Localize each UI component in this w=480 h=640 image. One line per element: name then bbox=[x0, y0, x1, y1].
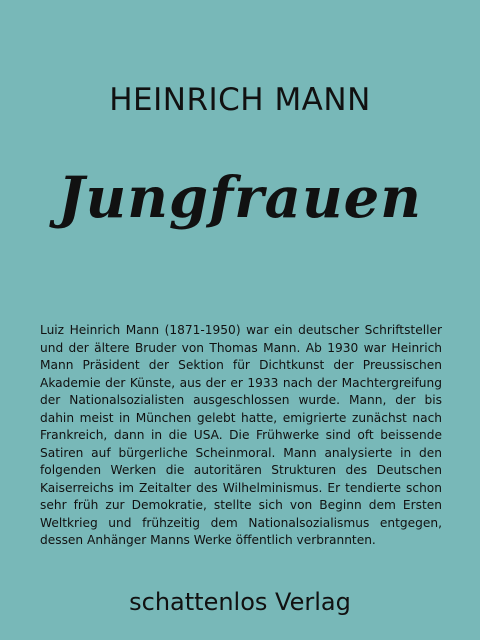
book-title: Jungfrauen bbox=[57, 165, 423, 231]
author-biography-blurb: Luiz Heinrich Mann (1871-1950) war ein deutscher Schriftsteller und der ältere Bruder von Thomas Mann. Ab 1930 war Heinrich Mann Präsident der Sektion für Dichtkunst der Preussischen Akademie der Künste, aus der er 1933 nach der Machtergreifung der Nationalsozialisten ausgeschlossen wurde. Mann, der bis dahin meist in München gelebt hatte, emigrierte zunächst nach Frankreich, dann in die USA. Die Frühwerke sind oft beissende Satiren auf bürgerliche Scheinmoral. Mann analysierte in den folgenden Werken die autoritären Strukturen des Deutschen Kaiserreichs im Zeitalter des Wilhelminismus. Er tendierte schon sehr früh zur Demokratie, stellte sich von Beginn dem Ersten Weltkrieg und frühzeitig dem Nationalsozialismus entgegen, dessen Anhänger Manns Werke öffentlich verbrannten. bbox=[40, 323, 442, 547]
publisher-name: schattenlos Verlag bbox=[129, 588, 351, 616]
author-name: HEINRICH MANN bbox=[109, 82, 371, 118]
